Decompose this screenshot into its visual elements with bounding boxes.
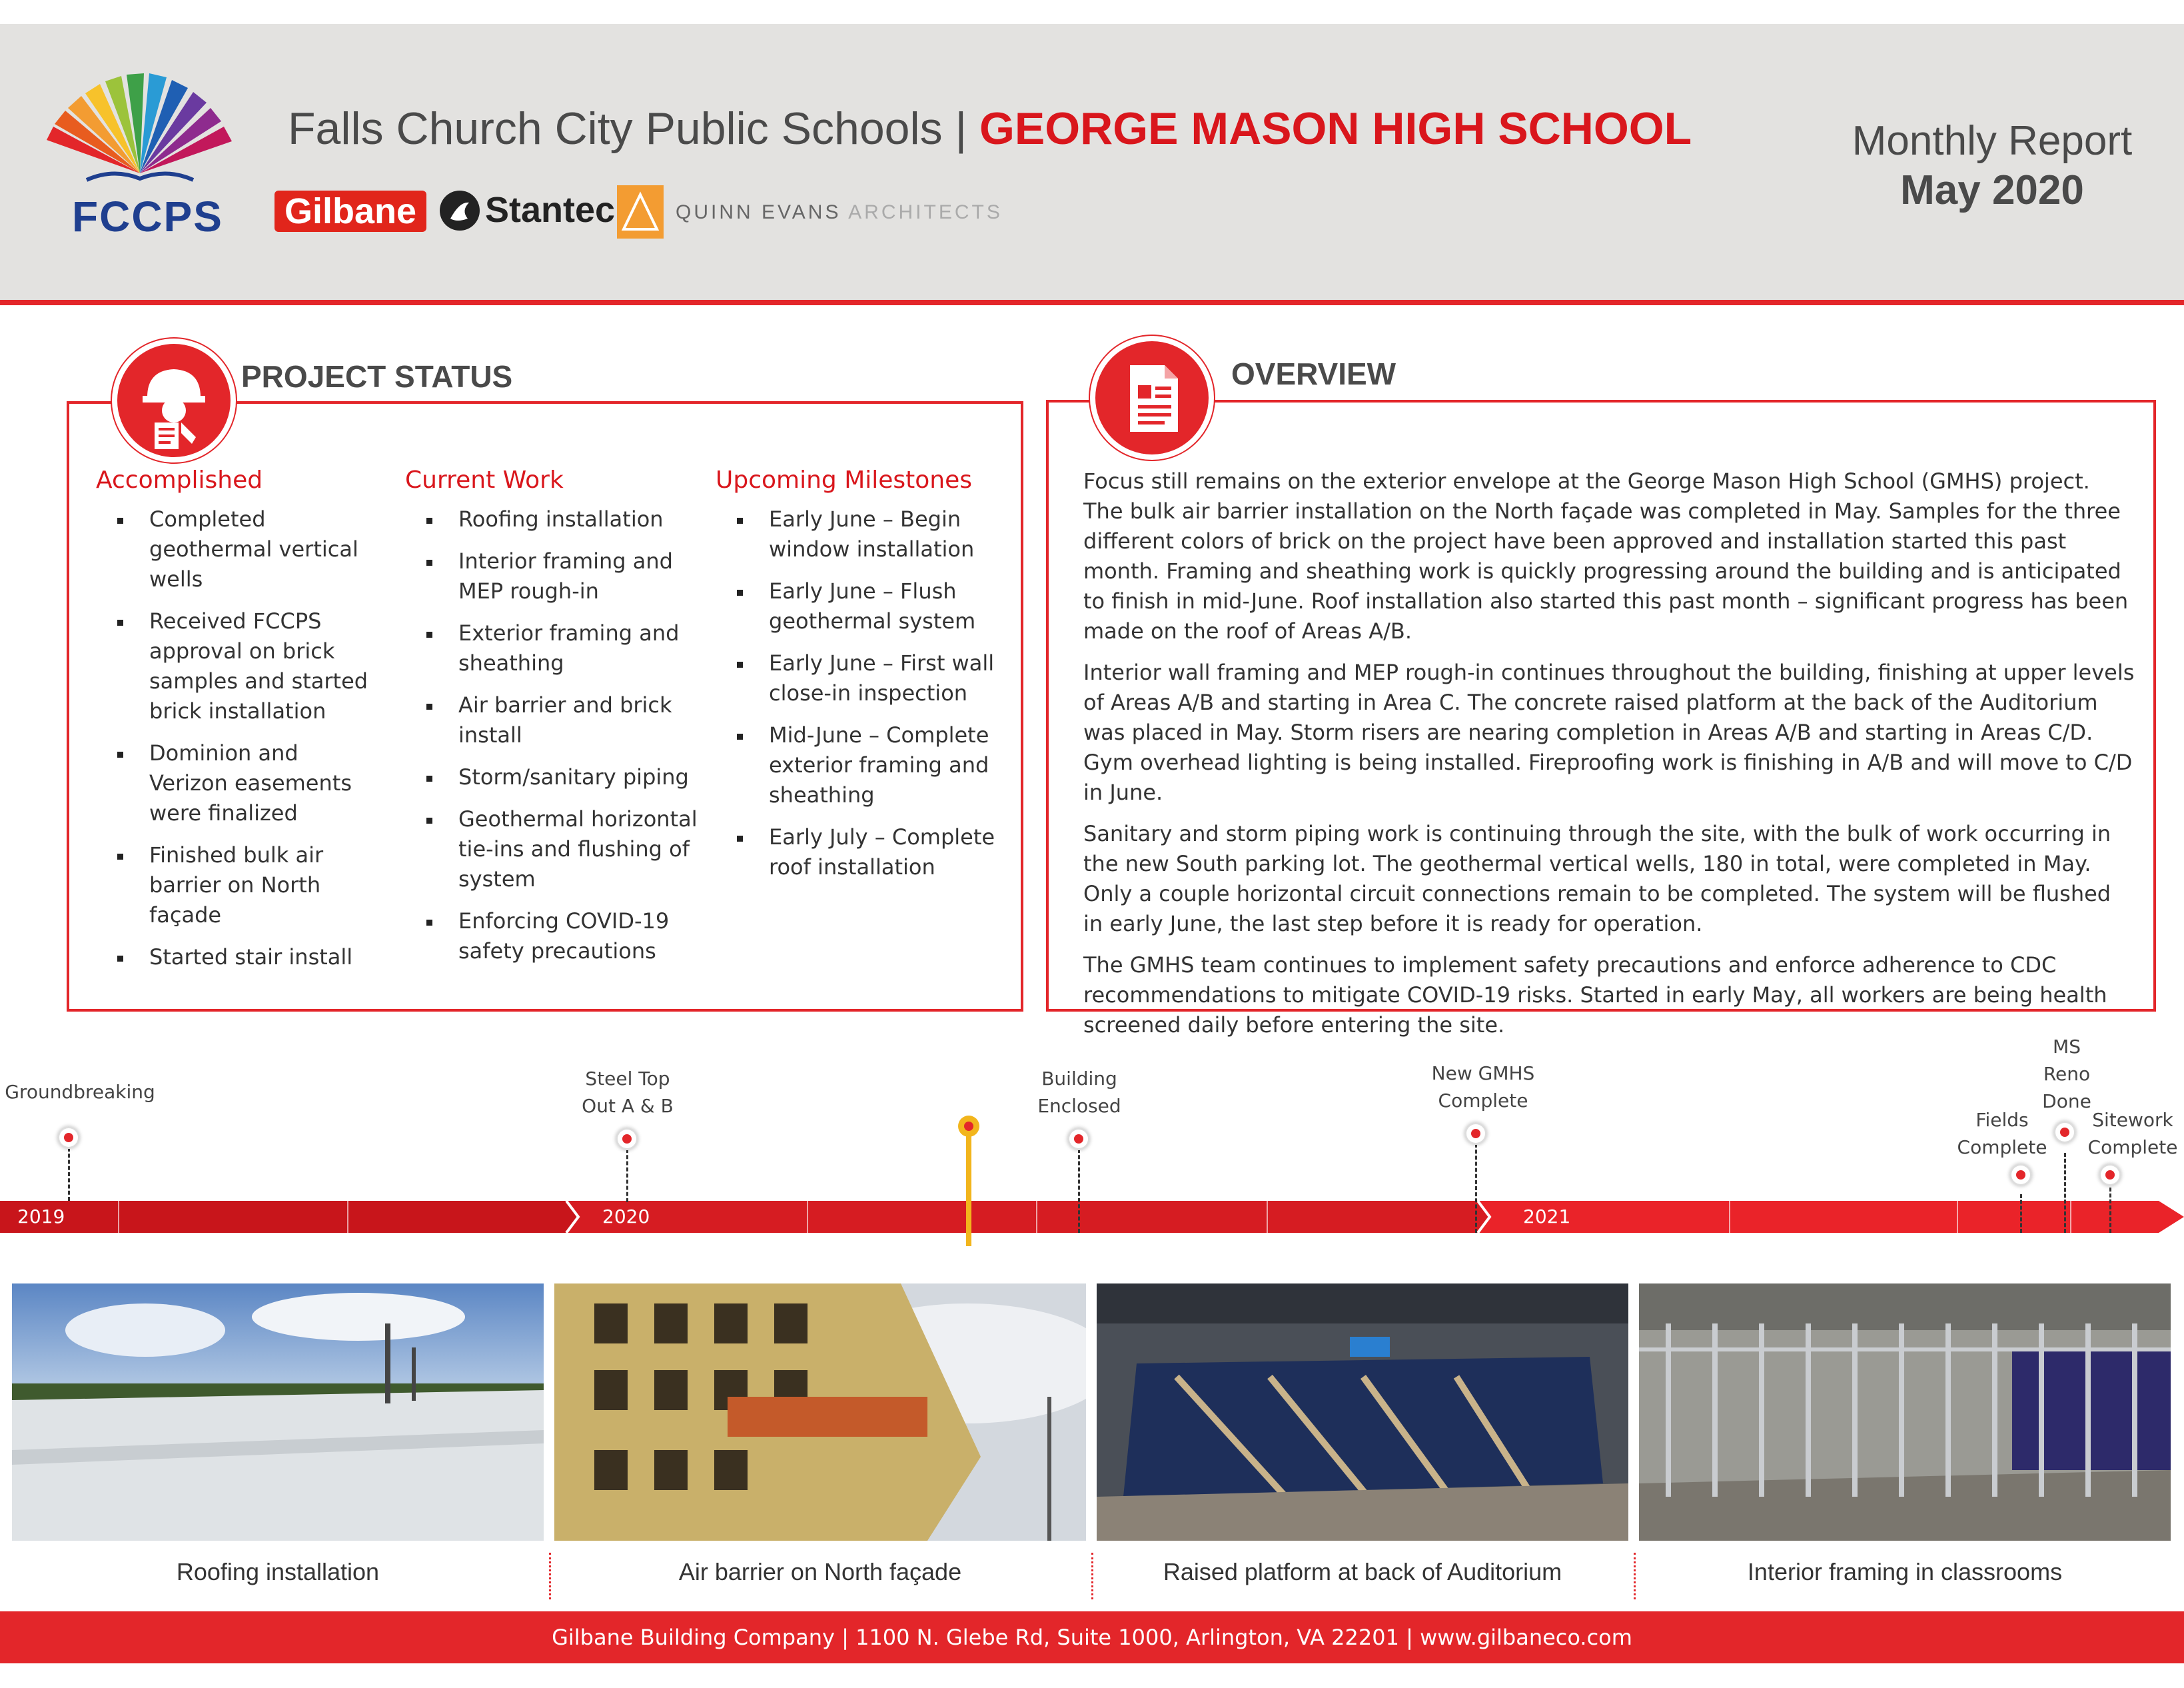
school-name: GEORGE MASON HIGH SCHOOL — [979, 103, 1692, 154]
footer: Gilbane Building Company | 1100 N. Glebe Rd, Suite 1000, Arlington, VA 22201 | www.gilbaneco.com — [0, 1611, 2184, 1663]
triangle-mark-icon — [617, 185, 664, 239]
milestone-stem — [1475, 1144, 1477, 1233]
overview-paragraph: Focus still remains on the exterior envelope at the George Mason High School (GMHS) project. The bulk air barrier installation on the North façade was completed in May. Samples for the three different colors of brick on the project have been approved and installation started this past month. Framing and sheathing work is quickly progressing around the building and is anticipated to finish in mid-June. Roof installation also started this past month – significant progress has been made on the roof of Areas A/B. — [1083, 468, 2129, 644]
accomplished-list — [96, 504, 382, 972]
list-item: Mid-June – Complete exterior framing and sheathing — [716, 720, 1009, 810]
list-item: Air barrier and brick install — [405, 690, 698, 750]
caption-divider — [1091, 1553, 1093, 1599]
milestone-new-gmhs-complete-label: New GMHS Complete — [1431, 1062, 1535, 1112]
milestone-stem — [68, 1148, 70, 1201]
list-item: Early June – First wall close-in inspection — [716, 648, 1009, 708]
photo-air-barrier — [554, 1283, 1086, 1541]
list-item: Completed geothermal vertical wells — [96, 504, 382, 594]
milestone-building-enclosed-label: Building Enclosed — [1037, 1068, 1121, 1117]
milestone-fields-complete-marker — [2009, 1164, 2032, 1186]
report-label: Monthly Report — [1852, 118, 2133, 164]
current-work-heading: Current Work — [405, 466, 564, 494]
caption-divider — [1634, 1553, 1636, 1599]
milestone-stem — [2109, 1188, 2111, 1233]
year-label: 2020 — [602, 1206, 650, 1228]
milestone-steel-top-out-label: Steel Top Out A & B — [582, 1068, 674, 1117]
client-name: Falls Church City Public Schools | — [288, 103, 980, 154]
milestone-ms-reno-done-label: MS Reno Done — [2042, 1036, 2091, 1112]
year-label: 2019 — [17, 1206, 65, 1228]
milestone-sitework-complete-marker — [2099, 1164, 2121, 1186]
list-item: Finished bulk air barrier on North façade — [96, 840, 382, 930]
milestone-stem — [626, 1149, 628, 1202]
list-item: Early July – Complete roof installation — [716, 822, 1009, 882]
photo-caption: Interior framing in classrooms — [1747, 1558, 2063, 1585]
list-item: Early June – Begin window installation — [716, 504, 1009, 564]
fccps-logo — [40, 60, 240, 193]
photo-caption: Raised platform at back of Auditorium — [1163, 1558, 1562, 1585]
fccps-logo-text: FCCPS — [72, 193, 223, 241]
current-work-column — [405, 466, 698, 978]
list-item: Received FCCPS approval on brick samples and started brick installation — [96, 606, 382, 726]
current-date-marker — [957, 1114, 981, 1246]
list-item: Dominion and Verizon easements were finalized — [96, 738, 382, 828]
stantec-logo: Stantec — [485, 190, 616, 230]
overview-paragraph: Sanitary and storm piping work is continuing through the site, with the bulk of work occurring in the new South parking lot. The geothermal vertical wells, 180 in total, were completed in May. Only a couple horizontal circuit connections remain to be completed. The system will be flushed in early June, the last step before it is ready for operation. — [1083, 821, 2111, 936]
list-item: Early June – Flush geothermal system — [716, 576, 1009, 636]
current-work-list — [405, 504, 698, 966]
page-title — [288, 103, 1692, 155]
photo-roofing — [12, 1283, 544, 1541]
list-item: Storm/sanitary piping — [405, 762, 698, 792]
gilbane-logo: Gilbane — [274, 191, 426, 232]
document-icon — [1090, 336, 1214, 460]
milestone-stem — [2064, 1153, 2066, 1233]
milestone-fields-complete-label: Fields Complete — [1957, 1109, 2047, 1158]
photo-raised-platform — [1097, 1283, 1628, 1541]
project-status-title: PROJECT STATUS — [241, 359, 513, 394]
list-item: Exterior framing and sheathing — [405, 618, 698, 678]
list-item: Enforcing COVID-19 safety precautions — [405, 906, 698, 966]
milestone-groundbreaking-label: Groundbreaking — [5, 1081, 155, 1103]
list-item: Geothermal horizontal tie-ins and flushing of system — [405, 804, 698, 894]
overview-paragraph: Interior wall framing and MEP rough-in continues throughout the building, finishing at upper levels of Areas A/B and starting in Area C. The concrete raised platform at the back of the Auditorium was placed in May. Storm risers are nearing completion in Areas A/B and starting in Areas C/D. Gym overhead lighting is being installed. Fireproofing work is finishing in A/B and will move to C/D in June. — [1083, 660, 2135, 805]
milestone-groundbreaking-marker — [57, 1126, 80, 1149]
stantec-swirl-icon — [437, 188, 482, 233]
report-month: May 2020 — [1900, 167, 2084, 213]
quinn-evans-logo-text: QUINN EVANS ARCHITECTS — [676, 201, 1003, 223]
photo-caption: Roofing installation — [176, 1558, 380, 1585]
accomplished-heading: Accomplished — [96, 466, 263, 494]
list-item: Started stair install — [96, 942, 382, 972]
list-item: Interior framing and MEP rough-in — [405, 546, 698, 606]
overview-body — [1083, 466, 2136, 1052]
hardhat-worker-icon — [112, 339, 236, 462]
timeline-bar — [0, 1201, 2184, 1233]
milestone-stem — [1078, 1149, 1080, 1233]
milestone-steel-top-out-marker — [616, 1128, 638, 1150]
upcoming-milestones-heading: Upcoming Milestones — [716, 466, 973, 494]
milestone-sitework-complete-label: Sitework Complete — [2087, 1109, 2178, 1158]
milestone-new-gmhs-complete-marker — [1464, 1122, 1487, 1145]
milestone-stem — [2020, 1194, 2022, 1233]
upcoming-milestones-column — [716, 466, 1009, 894]
quinn-evans-logo-mark — [617, 185, 664, 239]
upcoming-milestones-list — [716, 504, 1009, 882]
photo-interior-framing — [1639, 1283, 2171, 1541]
header-rule — [0, 300, 2184, 305]
overview-paragraph: The GMHS team continues to implement safety precautions and enforce adherence to CDC recommendations to mitigate COVID-19 risks. Started in early May, all workers are being health screened daily before entering the site. — [1083, 952, 2107, 1038]
caption-divider — [549, 1553, 551, 1599]
overview-title: OVERVIEW — [1231, 357, 1396, 391]
accomplished-column — [96, 466, 382, 984]
milestone-building-enclosed-marker — [1067, 1128, 1090, 1150]
book-rainbow-icon — [40, 60, 240, 193]
year-label: 2021 — [1523, 1206, 1571, 1228]
list-item: Roofing installation — [405, 504, 698, 534]
photo-caption: Air barrier on North façade — [678, 1558, 962, 1585]
milestone-ms-reno-done-marker — [2053, 1121, 2076, 1144]
